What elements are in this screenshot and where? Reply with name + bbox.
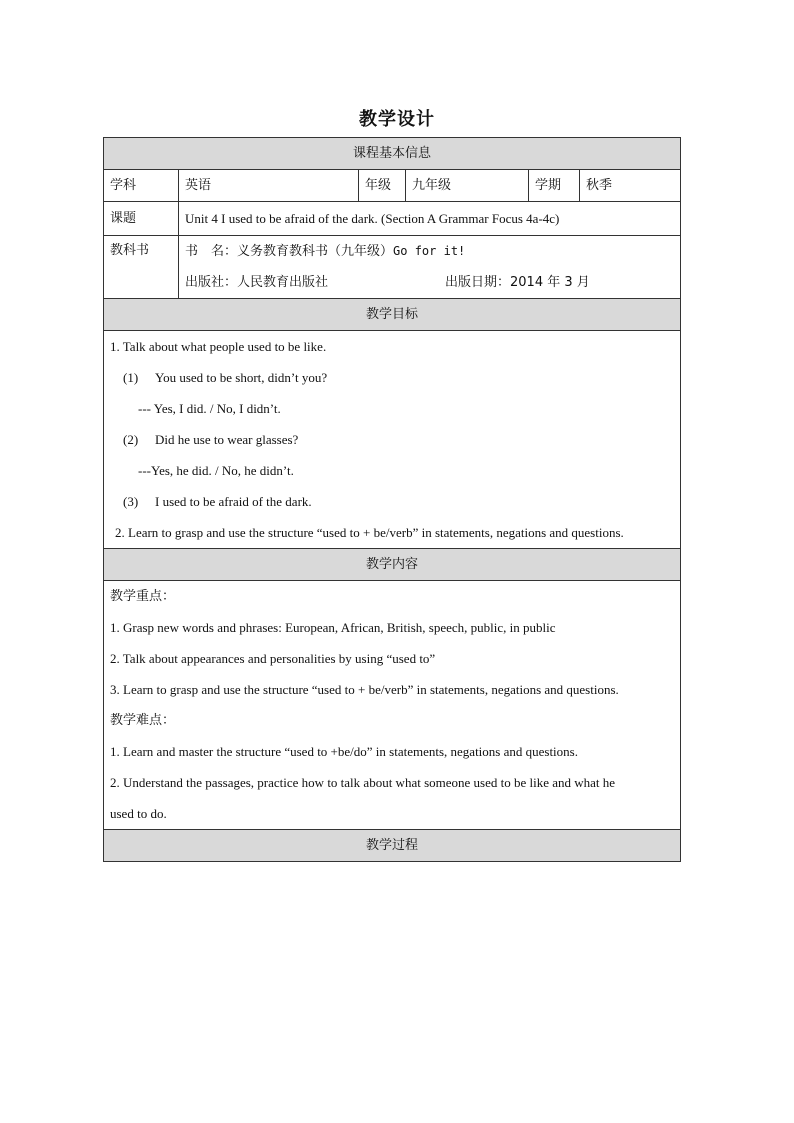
publisher-line [185, 267, 674, 298]
sub-text: I used to be afraid of the dark. [155, 494, 312, 509]
publisher-label: 出版社： [185, 275, 238, 290]
section-header-objectives: 教学目标 [104, 299, 681, 331]
section-header-basic-info: 课程基本信息 [104, 138, 681, 170]
subject-value: 英语 [179, 170, 359, 202]
difficult-point-1: 1. Learn and master the structure “used to +be/do” in statements, negations and questions. [110, 744, 578, 759]
section-header-content: 教学内容 [104, 549, 681, 581]
objective-sub-2 [110, 424, 674, 455]
book-name-en: Go for it! [393, 244, 466, 258]
key-point-1: 1. Grasp new words and phrases: European, African, British, speech, public, in public [110, 620, 556, 635]
difficult-point-2-cont: used to do. [110, 806, 167, 821]
sub-text: You used to be short, didn’t you? [155, 370, 328, 385]
textbook-label: 教科书 [104, 236, 179, 299]
grade-label: 年级 [359, 170, 406, 202]
sub-number: (3) [123, 494, 139, 509]
lesson-plan-table [103, 137, 681, 862]
objective-item-2: 2. Learn to grasp and use the structure “used to + be/verb” in statements, negations and questions. [115, 525, 624, 540]
book-name-value: 义务教育教科书（九年级） [237, 244, 394, 259]
book-name-line [185, 236, 674, 267]
objective-item-1: 1. Talk about what people used to be like. [110, 339, 327, 354]
key-point-2: 2. Talk about appearances and personalities by using “used to” [110, 651, 436, 666]
publisher-value: 人民教育出版社 [237, 275, 329, 290]
sub-text: Did he use to wear glasses? [155, 432, 299, 447]
objective-sub-3 [110, 486, 674, 517]
topic-value: Unit 4 I used to be afraid of the dark. (Section A Grammar Focus 4a-4c) [179, 202, 681, 236]
objectives-block [104, 331, 681, 549]
term-value: 秋季 [580, 170, 681, 202]
objective-sub-1-answer: --- Yes, I did. / No, I didn’t. [138, 401, 281, 416]
textbook-info [179, 236, 681, 299]
pubdate-value: 2014 年 3 月 [510, 275, 590, 290]
key-point-3: 3. Learn to grasp and use the structure “used to + be/verb” in statements, negations and questions. [110, 682, 619, 697]
term-label: 学期 [529, 170, 580, 202]
page-title: 教学设计 [359, 109, 435, 130]
sub-number: (1) [123, 370, 139, 385]
grade-value: 九年级 [406, 170, 529, 202]
key-points-heading: 教学重点： [110, 589, 176, 604]
topic-label: 课题 [104, 202, 179, 236]
content-block [104, 581, 681, 830]
book-name-label: 书 名： [185, 244, 238, 259]
difficult-points-heading: 教学难点： [110, 713, 176, 728]
subject-label: 学科 [104, 170, 179, 202]
sub-number: (2) [123, 432, 139, 447]
pubdate-label: 出版日期： [445, 275, 511, 290]
section-header-process: 教学过程 [104, 830, 681, 862]
objective-sub-2-answer: ---Yes, he did. / No, he didn’t. [138, 463, 294, 478]
difficult-point-2: 2. Understand the passages, practice how to talk about what someone used to be like and what he [110, 775, 616, 790]
objective-sub-1 [110, 362, 674, 393]
pubdate [445, 267, 590, 298]
